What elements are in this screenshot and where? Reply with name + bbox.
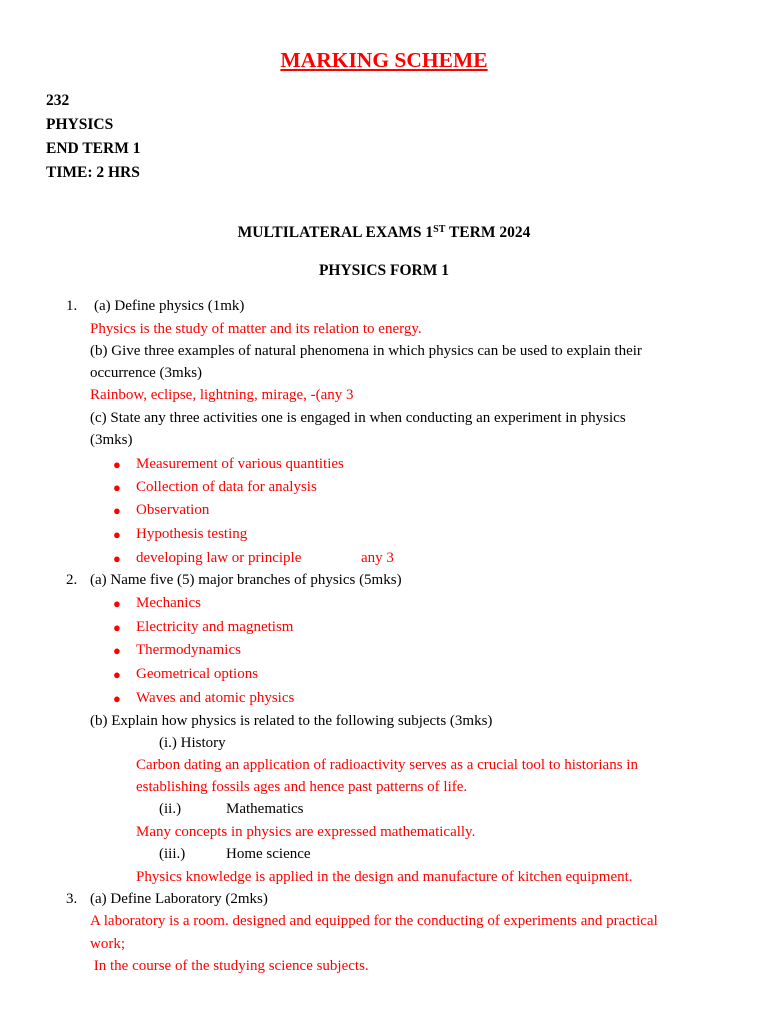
- answer-home-science: Physics knowledge is applied in the design and manufacture of kitchen equipment.: [136, 869, 633, 885]
- list-item: Thermodynamics: [136, 642, 241, 658]
- exam-heading-year: TERM 2024: [445, 224, 531, 241]
- question-1b-line1: (b) Give three examples of natural phenomena in which physics can be used to explain their: [90, 343, 642, 359]
- exam-heading-text: MULTILATERAL EXAMS 1: [237, 224, 434, 241]
- subject-name: PHYSICS: [46, 116, 114, 133]
- list-item: Waves and atomic physics: [136, 690, 295, 706]
- exam-name: END TERM 1: [46, 140, 141, 157]
- list-item: Electricity and magnetism: [136, 619, 294, 635]
- list-item: Observation: [136, 502, 210, 518]
- bullet-icon: ●: [113, 643, 121, 658]
- answer-1b: Rainbow, eclipse, lightning, mirage, -(any 3: [90, 387, 354, 403]
- exam-heading: [0, 224, 768, 243]
- question-3a: (a) Define Laboratory (2mks): [90, 891, 268, 907]
- bullet-icon: ●: [113, 691, 121, 706]
- question-number: 1.: [66, 298, 78, 314]
- bullet-icon: ●: [113, 527, 121, 542]
- bullet-icon: ●: [113, 457, 121, 472]
- answer-3a-line2: work;: [90, 936, 125, 952]
- list-item: Geometrical options: [136, 666, 259, 682]
- subpart-label: (ii.): [159, 801, 182, 817]
- list-item: Collection of data for analysis: [136, 479, 317, 495]
- bullet-icon: ●: [113, 596, 121, 611]
- question-1c-line1: (c) State any three activities one is engaged in when conducting an experiment in physics: [90, 410, 626, 426]
- list-item: Mechanics: [136, 595, 201, 611]
- list-item: Hypothesis testing: [136, 526, 248, 542]
- question-1b-line2: occurrence (3mks): [90, 365, 203, 381]
- question-2a: (a) Name five (5) major branches of physics (5mks): [90, 572, 402, 588]
- any-three-note: any 3: [361, 550, 394, 566]
- list-item: developing law or principle: [136, 550, 302, 566]
- subpart-home-science: Home science: [226, 846, 311, 862]
- bullet-icon: ●: [113, 551, 121, 566]
- question-number: 2.: [66, 572, 78, 588]
- question-1c-line2: (3mks): [90, 432, 133, 448]
- subpart-label: (iii.): [159, 846, 186, 862]
- subpart-history: (i.) History: [159, 735, 226, 751]
- answer-1a: Physics is the study of matter and its relation to energy.: [90, 321, 422, 337]
- bullet-icon: ●: [113, 667, 121, 682]
- question-2b: (b) Explain how physics is related to the following subjects (3mks): [90, 713, 493, 729]
- answer-history-line1: Carbon dating an application of radioactivity serves as a crucial tool to historians in: [136, 757, 638, 773]
- document-title: MARKING SCHEME: [280, 48, 488, 72]
- subpart-mathematics: Mathematics: [226, 801, 304, 817]
- answer-mathematics: Many concepts in physics are expressed mathematically.: [136, 824, 476, 840]
- question-number: 3.: [66, 891, 78, 907]
- bullet-icon: ●: [113, 620, 121, 635]
- paper-code: 232: [46, 92, 70, 109]
- bullet-icon: ●: [113, 480, 121, 495]
- answer-3a-line3: In the course of the studying science subjects.: [90, 958, 369, 974]
- bullet-icon: ●: [113, 503, 121, 518]
- exam-heading-superscript: ST: [433, 224, 446, 235]
- question-1a: (a) Define physics (1mk): [94, 298, 245, 314]
- answer-history-line2: establishing fossils ages and hence past patterns of life.: [136, 779, 468, 795]
- form-heading: PHYSICS FORM 1: [318, 262, 450, 279]
- list-item: Measurement of various quantities: [136, 456, 344, 472]
- answer-3a-line1: A laboratory is a room. designed and equipped for the conducting of experiments and practical: [90, 913, 658, 929]
- exam-time: TIME: 2 HRS: [46, 164, 140, 181]
